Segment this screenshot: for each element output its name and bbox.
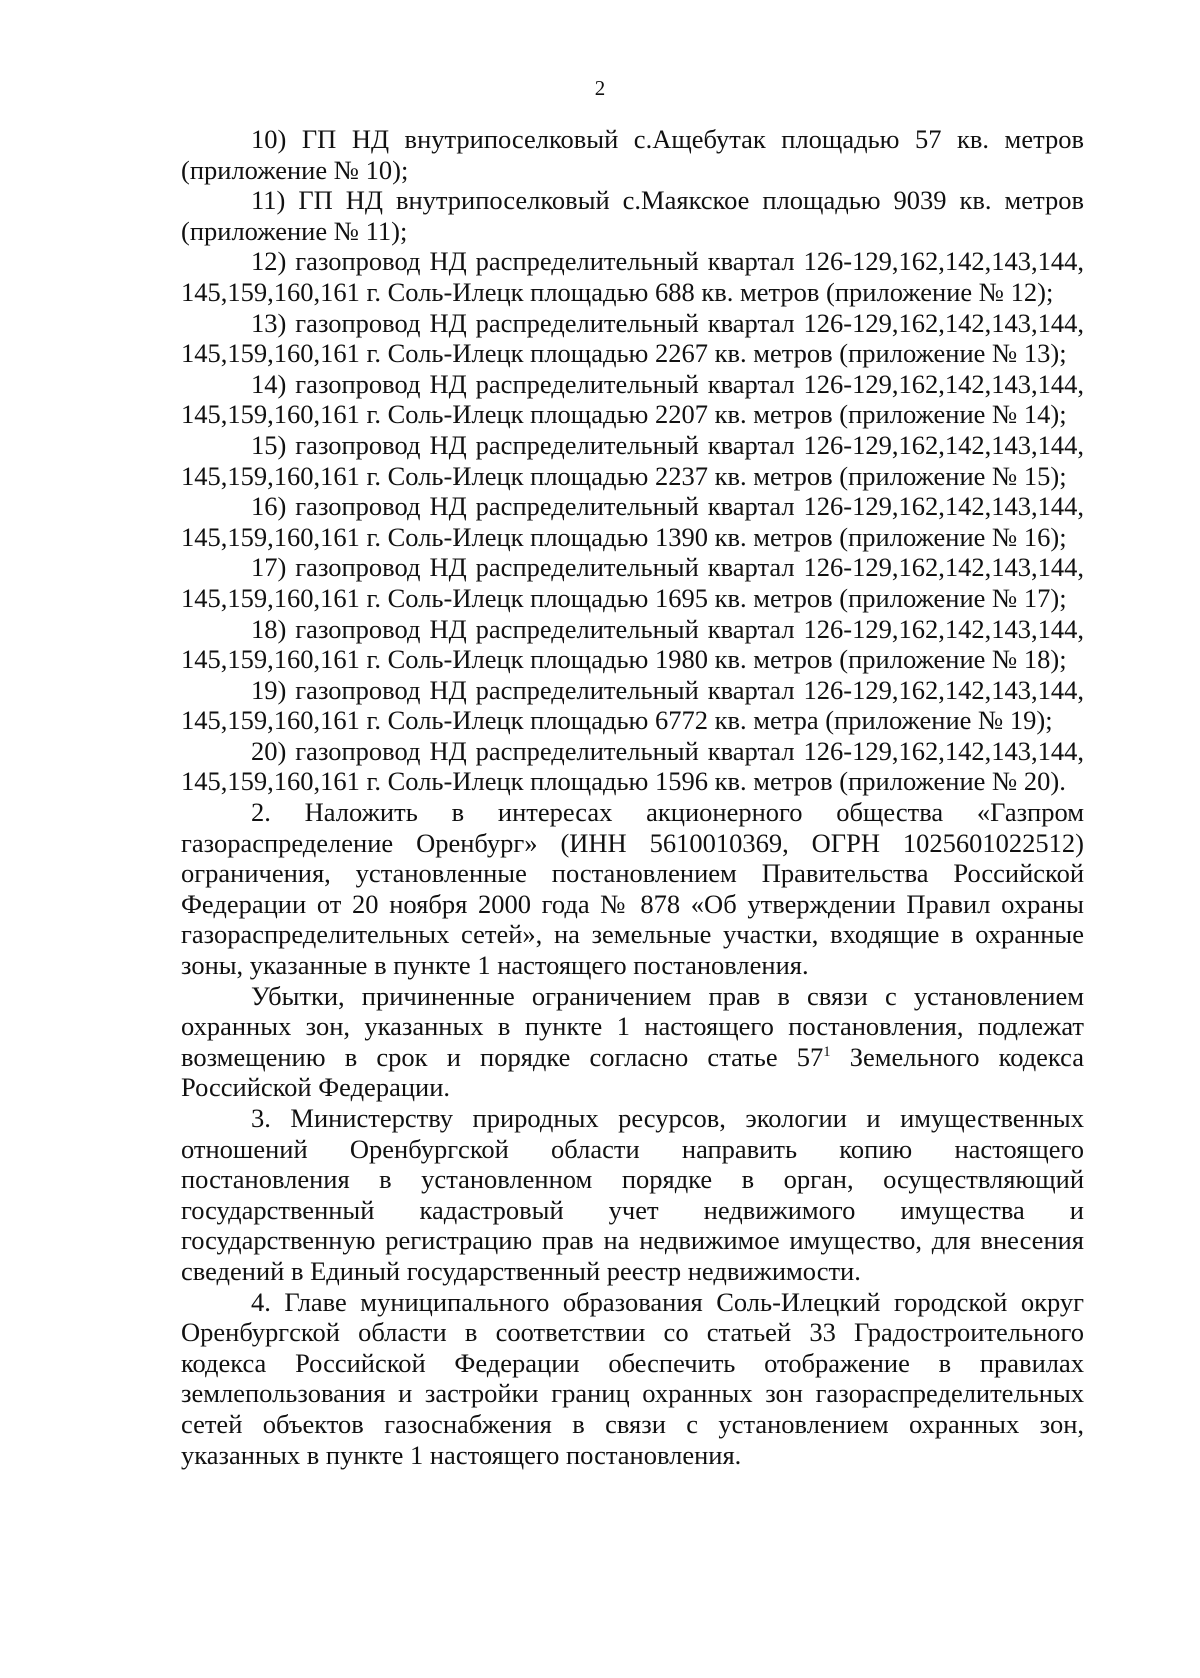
list-item-line: 20) газопровод НД распределительный квартал 126-129,162,142,143,144, [251, 735, 1084, 766]
text-line: 4. Главе муниципального образования Соль-Илецкий городской округ [251, 1286, 1084, 1317]
list-item-line: 145,159,160,161 г. Соль-Илецк площадью 1596 кв. метров (приложение № 20). [181, 766, 1066, 797]
list-item [181, 430, 1084, 491]
text-line: отношений Оренбургской области направить копию настоящего [181, 1133, 1084, 1164]
list-item [181, 675, 1084, 736]
list-item-line: (приложение № 11); [181, 215, 408, 246]
section-3 [181, 1103, 1084, 1287]
section-4 [181, 1287, 1084, 1471]
text-line: государственную регистрацию прав на недвижимое имущество, для внесения [181, 1225, 1084, 1256]
list-item-line: 145,159,160,161 г. Соль-Илецк площадью 1695 кв. метров (приложение № 17); [181, 582, 1067, 613]
list-item-line: 17) газопровод НД распределительный квартал 126-129,162,142,143,144, [251, 552, 1084, 583]
list-item-line: 145,159,160,161 г. Соль-Илецк площадью 6772 кв. метра (приложение № 19); [181, 705, 1053, 736]
list-item-line: 13) газопровод НД распределительный квартал 126-129,162,142,143,144, [251, 307, 1084, 338]
text-line: Убытки, причиненные ограничением прав в связи с установлением [251, 980, 1084, 1011]
superscript: 1 [823, 1043, 831, 1060]
text-line: сетей объектов газоснабжения в связи с установлением охранных зон, [181, 1408, 1084, 1439]
text-fragment: Земельного кодекса [830, 1041, 1084, 1072]
list-item [181, 185, 1084, 246]
list-item-line: 19) газопровод НД распределительный квартал 126-129,162,142,143,144, [251, 674, 1084, 705]
list-item [181, 246, 1084, 307]
list-item-line: 11) ГП НД внутрипоселковый с.Маякское площадью 9039 кв. метров [251, 185, 1084, 216]
list-item [181, 491, 1084, 552]
list-item [181, 308, 1084, 369]
text-line: газораспределительных сетей», на земельные участки, входящие в охранные [181, 919, 1084, 950]
text-line: указанных в пункте 1 настоящего постановления. [181, 1439, 742, 1470]
list-item [181, 552, 1084, 613]
text-line: государственный кадастровый учет недвижимого имущества и [181, 1194, 1084, 1225]
list-item-line: 145,159,160,161 г. Соль-Илецк площадью 1980 кв. метров (приложение № 18); [181, 644, 1067, 675]
list-item [181, 124, 1084, 185]
text-line: зоны, указанные в пункте 1 настоящего постановления. [181, 950, 809, 981]
list-item-line: 14) газопровод НД распределительный квартал 126-129,162,142,143,144, [251, 368, 1084, 399]
text-line: землепользования и застройки границ охранных зон газораспределительных [181, 1378, 1084, 1409]
list-item-line: (приложение № 10); [181, 154, 409, 185]
text-line: охранных зон, указанных в пункте 1 настоящего постановления, подлежат [181, 1011, 1084, 1042]
list-item-line: 15) газопровод НД распределительный квартал 126-129,162,142,143,144, [251, 429, 1084, 460]
list-item-line: 18) газопровод НД распределительный квартал 126-129,162,142,143,144, [251, 613, 1084, 644]
text-line: кодекса Российской Федерации обеспечить отображение в правилах [181, 1347, 1084, 1378]
text-line: 2. Наложить в интересах акционерного общества «Газпром [251, 797, 1084, 828]
list-item-line: 145,159,160,161 г. Соль-Илецк площадью 2207 кв. метров (приложение № 14); [181, 399, 1067, 430]
text-line: Российской Федерации. [181, 1072, 450, 1103]
page-number: 2 [594, 76, 606, 100]
text-line [181, 1042, 1084, 1073]
text-line: 3. Министерству природных ресурсов, экологии и имущественных [251, 1103, 1084, 1133]
text-fragment: возмещению в срок и порядке согласно статье 57 [181, 1041, 824, 1072]
list-item-line: 16) газопровод НД распределительный квартал 126-129,162,142,143,144, [251, 491, 1084, 522]
section-2 [181, 797, 1084, 981]
text-line: Оренбургской области в соответствии со статьей 33 Градостроительного [181, 1317, 1084, 1348]
list-item-line: 12) газопровод НД распределительный квартал 126-129,162,142,143,144, [251, 246, 1084, 277]
text-line: ограничения, установленные постановлением Правительства Российской [181, 858, 1084, 889]
list-item-line: 145,159,160,161 г. Соль-Илецк площадью 2267 кв. метров (приложение № 13); [181, 338, 1067, 369]
losses-paragraph [181, 981, 1084, 1103]
list-item [181, 736, 1084, 797]
list-item-line: 145,159,160,161 г. Соль-Илецк площадью 1390 кв. метров (приложение № 16); [181, 521, 1067, 552]
text-line: сведений в Единый государственный реестр недвижимости. [181, 1255, 861, 1286]
document-body [181, 124, 1084, 1470]
text-line: Федерации от 20 ноября 2000 года № 878 «Об утверждении Правил охраны [181, 888, 1084, 919]
text-line: газораспределение Оренбург» (ИНН 5610010369, ОГРН 1025601022512) [181, 827, 1084, 858]
text-line: постановления в установленном порядке в орган, осуществляющий [181, 1164, 1084, 1195]
list-item [181, 369, 1084, 430]
list-items [181, 124, 1084, 797]
list-item-line: 145,159,160,161 г. Соль-Илецк площадью 2237 кв. метров (приложение № 15); [181, 460, 1067, 491]
list-item-line: 10) ГП НД внутрипоселковый с.Ащебутак площадью 57 кв. метров [251, 124, 1084, 154]
list-item [181, 614, 1084, 675]
list-item-line: 145,159,160,161 г. Соль-Илецк площадью 688 кв. метров (приложение № 12); [181, 276, 1054, 307]
